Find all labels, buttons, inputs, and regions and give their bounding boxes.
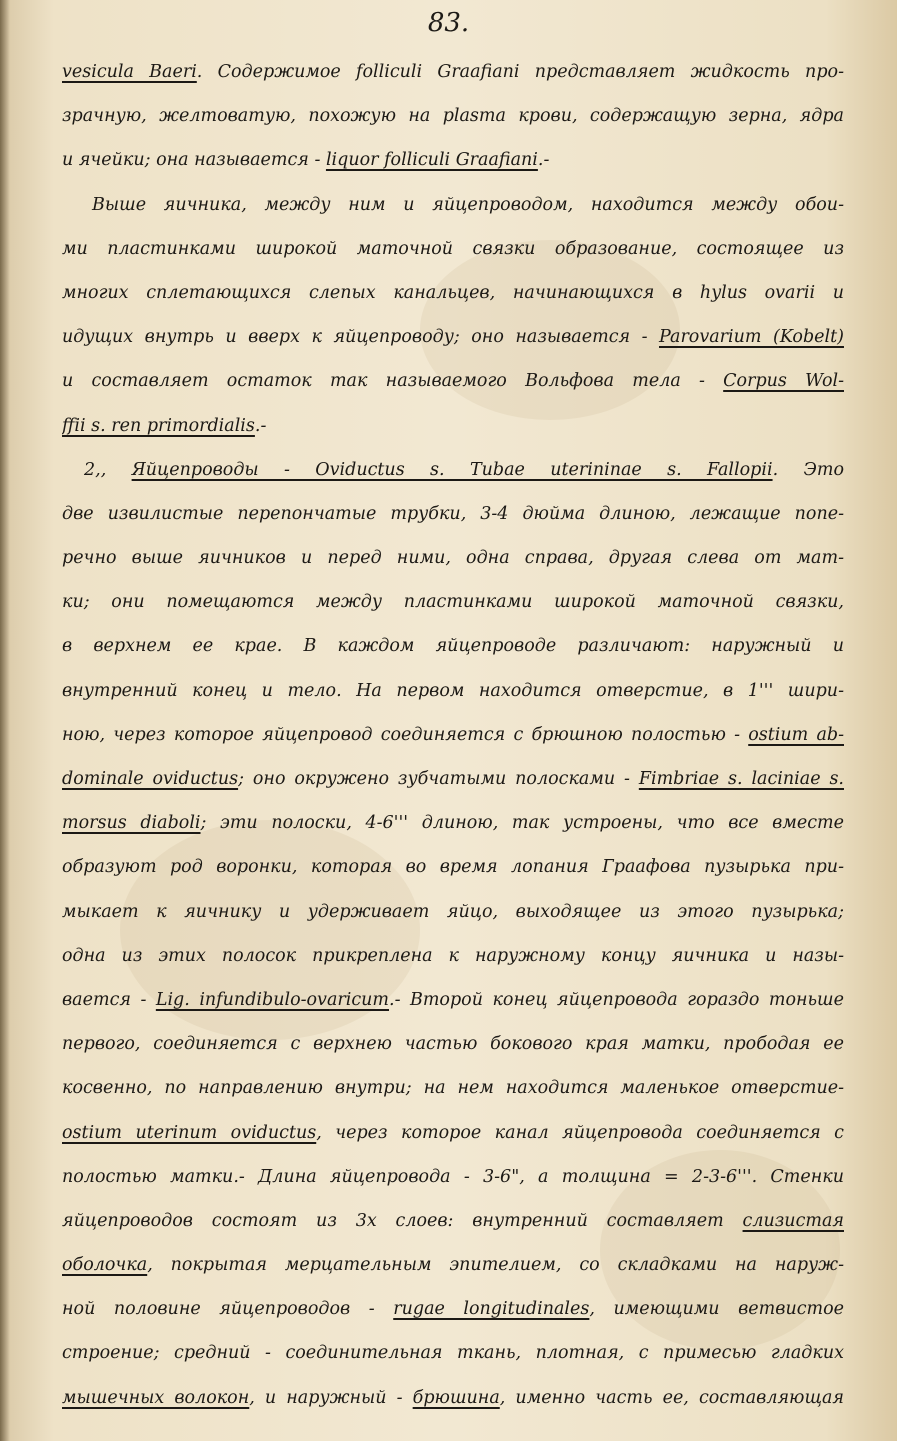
text-line (62, 890, 844, 934)
text-line (62, 624, 844, 668)
text-line (62, 1022, 844, 1066)
underlined-term: Яйцепроводы - Oviductus s. Tubae uterininae s. Fallopii (131, 459, 773, 480)
text-segment: образуют род воронки, которая во время лопания Граафова пузырька при- (62, 857, 844, 878)
text-segment: полостью матки.- Длина яйцепровода - 3-6", а толщина = 2-3-6'''. Стенки (62, 1166, 844, 1187)
text-line (62, 183, 844, 227)
text-segment: ; эти полоски, 4-6''' длиною, так устроены, что все вместе (200, 813, 844, 834)
underlined-term: vesicula Baeri (62, 62, 197, 82)
text-segment: ми пластинками широкой маточной связки образование, состоящее из (62, 238, 844, 259)
underlined-term: ostium uterinum oviductus (62, 1122, 317, 1143)
text-line (62, 138, 844, 182)
text-line (62, 757, 844, 801)
underlined-term: ostium ab- (748, 724, 844, 745)
text-line (62, 1287, 844, 1331)
text-segment: .- Второй конец яйцепровода гораздо тоньше (389, 989, 844, 1010)
text-line (62, 227, 844, 271)
underlined-term: liquor folliculi Graafiani (325, 150, 538, 171)
text-line (62, 1331, 844, 1375)
underlined-term: dominale oviductus (62, 769, 239, 789)
text-segment: и составляет остаток так называемого Вольфова тела - (62, 371, 724, 392)
text-segment: зрачную, желтоватую, похожую на plasma крови, содержащую зерна, ядра (62, 106, 844, 127)
text-line (62, 94, 844, 138)
text-line (62, 50, 844, 94)
text-line (62, 978, 844, 1022)
underlined-term: слизистая (742, 1210, 844, 1231)
underlined-term: Lig. infundibulo-ovaricum (155, 989, 390, 1010)
text-segment: яйцепроводов состоят из 3х слоев: внутренний составляет (62, 1210, 743, 1231)
text-segment: Выше яичника, между ним и яйцепроводом, находится между обои- (92, 194, 844, 215)
underlined-term: мышечных волокон (62, 1387, 250, 1408)
text-line (62, 1155, 844, 1199)
underlined-term: rugae longitudinales (393, 1299, 590, 1320)
text-segment: две извилистые перепончатые трубки, 3-4 дюйма длиною, лежащие попе- (62, 503, 844, 524)
text-line (62, 404, 844, 448)
underlined-term: Fimbriae s. laciniae s. (638, 769, 844, 789)
text-line (62, 801, 844, 845)
text-line (62, 669, 844, 713)
text-segment: 2,, (84, 459, 132, 480)
text-segment: многих сплетающихся слепых канальцев, начинающихся в hylus ovarii и (62, 282, 844, 303)
text-line (62, 713, 844, 757)
underlined-term: брюшина (412, 1387, 500, 1408)
text-segment: , покрытая мерцательным эпителием, со складками на наруж- (147, 1255, 844, 1276)
section-heading-line (62, 448, 844, 492)
text-line (62, 1199, 844, 1243)
text-segment: . Содержимое folliculi Graafiani представляет жидкость про- (196, 62, 844, 82)
underlined-term: morsus diaboli (62, 813, 201, 834)
text-segment: и ячейки; она называется - (62, 150, 326, 171)
text-segment: первого, соединяется с верхнею частью бокового края матки, прободая ее (62, 1034, 844, 1055)
text-segment: косвенно, по направлению внутри; на нем находится маленькое отверстие- (62, 1078, 844, 1099)
text-line (62, 315, 844, 359)
text-line (62, 580, 844, 624)
text-segment: , именно часть ее, составляющая (499, 1387, 844, 1408)
text-line (62, 1376, 844, 1420)
text-line (62, 536, 844, 580)
text-line (62, 1243, 844, 1287)
text-segment: ки; они помещаются между пластинками широкой маточной связки, (62, 592, 844, 613)
text-line (62, 359, 844, 403)
text-segment: , и наружный - (249, 1387, 413, 1408)
handwritten-text-block (62, 50, 844, 1420)
underlined-term: ffii s. ren primordialis (62, 415, 255, 436)
text-segment: мыкает к яичнику и удерживает яйцо, выходящее из этого пузырька; (62, 901, 844, 922)
text-line (62, 845, 844, 889)
underlined-term: Parovarium (Kobelt) (659, 327, 844, 348)
text-line (62, 1111, 844, 1155)
text-segment: , имеющими ветвистое (589, 1299, 844, 1320)
text-segment: идущих внутрь и вверх к яйцепроводу; оно называется - (62, 327, 660, 348)
text-segment: . Это (772, 459, 844, 480)
text-segment: ; оно окружено зубчатыми полосками - (238, 769, 639, 789)
underlined-term: Corpus Wol- (723, 371, 844, 392)
text-line (62, 492, 844, 536)
text-line (62, 271, 844, 315)
text-segment: вается - (62, 989, 156, 1010)
text-segment: .- (537, 150, 550, 171)
text-segment: внутренний конец и тело. На первом находится отверстие, в 1''' шири- (62, 680, 844, 701)
text-segment: строение; средний - соединительная ткань, плотная, с примесью гладких (62, 1343, 844, 1364)
underlined-term: оболочка (62, 1255, 148, 1276)
text-line (62, 934, 844, 978)
text-segment: ною, через которое яйцепровод соединяется с брюшною полостью - (62, 724, 749, 745)
text-line (62, 1066, 844, 1110)
text-segment: .- (254, 415, 267, 436)
text-segment: одна из этих полосок прикреплена к наружному концу яичника и назы- (62, 945, 844, 966)
text-segment: в верхнем ее крае. В каждом яйцепроводе различают: наружный и (62, 636, 844, 657)
text-segment: речно выше яичников и перед ними, одна справа, другая слева от мат- (62, 548, 844, 569)
text-segment: , через которое канал яйцепровода соединяется с (316, 1122, 844, 1143)
page-edge-shadow (0, 0, 10, 1441)
text-segment: ной половине яйцепроводов - (62, 1299, 394, 1320)
page-number: 83. (427, 8, 470, 38)
